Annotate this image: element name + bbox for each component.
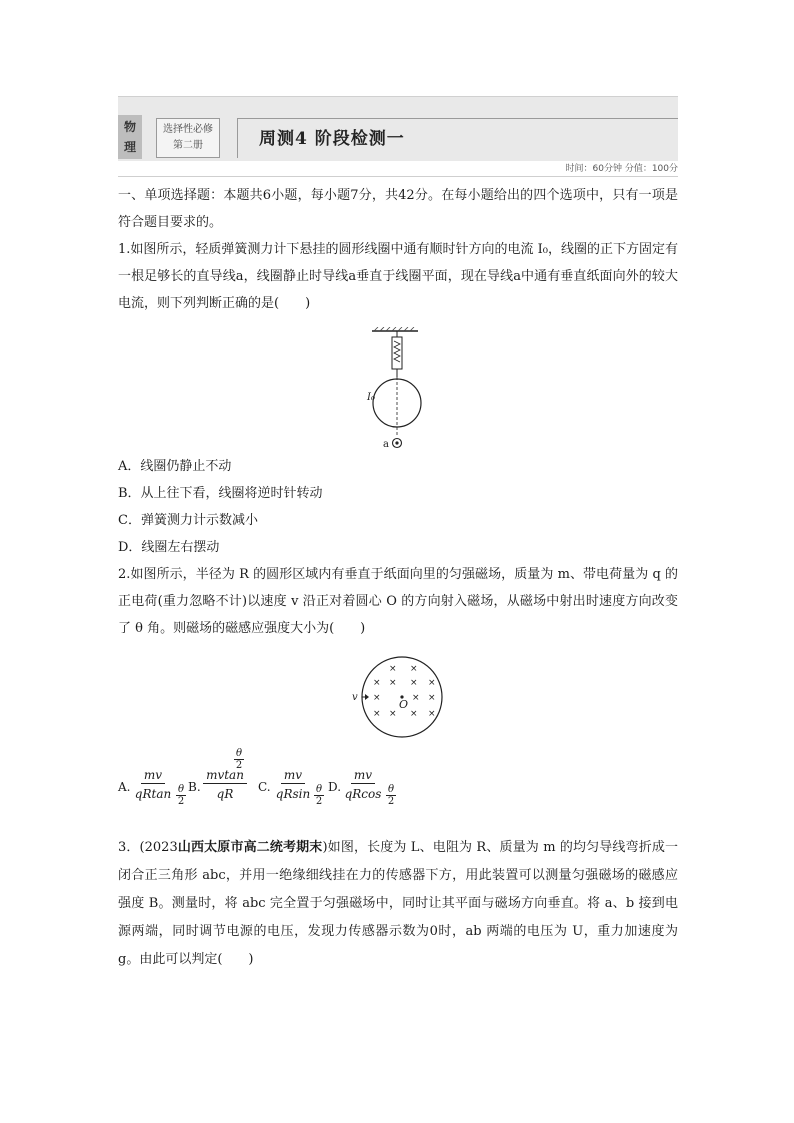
subject-badge xyxy=(118,115,142,159)
q3-stem-rest: )如图，长度为 L、电阻为 R、质量为 m 的均匀导线弯折成一闭合正三角形 abc，并用一绝缘细线挂在力的传感器下方，用此装置可以测量匀强磁场的磁感应强度 B。测量时，将 abc 完全置于匀强磁场中，同时让其平面与磁场方向垂直。将 a、b 接到电源两端，同时调节电源的电压，发现力传感器示数为0时，ab 两端的电压为 U，重力加速度为 g。由此可以判定( ) xyxy=(118,840,678,967)
book-line-1: 选择性必修 xyxy=(163,124,213,135)
q2-b-denominator: qR xyxy=(216,787,234,801)
q3-stem xyxy=(118,834,678,974)
q3-source: 山西太原市高二统考期末 xyxy=(177,840,323,855)
q3-block xyxy=(118,834,678,974)
page-title: 周测4 阶段检测一 xyxy=(259,129,405,149)
cross-mark: × xyxy=(428,693,436,703)
arrow-head-icon xyxy=(365,694,369,700)
center-label: O xyxy=(399,698,409,711)
q2-a-theta: θ xyxy=(177,784,185,795)
q2-d-denominator: qRcos xyxy=(344,787,382,801)
time-score-info: 时间：60分钟 分值：100分 xyxy=(118,161,678,177)
q2-options xyxy=(118,748,518,824)
wire-a-dot-icon xyxy=(395,441,398,444)
book-line-2: 第二册 xyxy=(173,140,203,151)
section-intro: 一、单项选择题：本题共6小题，每小题7分，共42分。在每小题给出的四个选项中，只有一项是符合题目要求的。 xyxy=(118,188,678,230)
q1-option-b: B．从上往下看，线圈将逆时针转动 xyxy=(118,486,323,501)
q2-a-two: 2 xyxy=(177,796,185,807)
q2-option-d-label: D. xyxy=(328,780,342,794)
q2-d-theta-frac xyxy=(386,784,396,807)
current-label: I₀ xyxy=(367,392,375,403)
velocity-label: v xyxy=(352,692,358,703)
subject-label: 物理 xyxy=(124,120,137,154)
q2-b-theta-frac xyxy=(234,748,244,771)
cross-mark: × xyxy=(373,693,381,703)
q2-c-theta: θ xyxy=(315,784,323,795)
cross-mark: × xyxy=(373,678,381,688)
q2-b-two: 2 xyxy=(235,760,243,771)
q2-c-two: 2 xyxy=(315,796,323,807)
q2-a-theta-frac xyxy=(176,784,186,807)
book-badge xyxy=(156,118,220,158)
q2-option-b-fraction xyxy=(200,768,250,801)
cross-mark: × xyxy=(389,678,397,688)
q2-stem: 2.如图所示，半径为 R 的圆形区域内有垂直于纸面向里的匀强磁场，质量为 m、带电荷量为 q 的正电荷(重力忽略不计)以速度 v 沿正对着圆心 O 的方向射入磁场，从磁场中射出时速度方向改变了 θ 角。则磁场的磁感应强度大小为( ) xyxy=(118,567,678,636)
q2-option-a-label: A. xyxy=(118,780,131,794)
q2-b-theta: θ xyxy=(235,748,243,759)
q2-d-theta: θ xyxy=(387,784,395,795)
q2-option-c-fraction xyxy=(270,768,316,801)
q2-d-two: 2 xyxy=(387,796,395,807)
cross-mark: × xyxy=(410,678,418,688)
q3-prefix: 3．(2023 xyxy=(118,840,178,855)
q2-a-denominator: qRtan xyxy=(134,787,172,801)
cross-mark: × xyxy=(428,709,436,719)
cross-mark: × xyxy=(389,709,397,719)
cross-mark: × xyxy=(373,709,381,719)
q2-a-numerator: mv xyxy=(141,768,165,784)
q2-field-figure xyxy=(352,654,444,740)
q2-option-b-label: B. xyxy=(188,780,201,794)
cross-mark: × xyxy=(428,678,436,688)
cross-mark: × xyxy=(412,693,420,703)
q2-b-numerator: mvtan xyxy=(203,768,247,784)
q2-c-numerator: mv xyxy=(281,768,305,784)
q1-stem: 1.如图所示，轻质弹簧测力计下悬挂的圆形线圈中通有顺时针方向的电流 I₀，线圈的正下方固定有一根足够长的直导线a，线圈静止时导线a垂直于线圈平面，现在导线a中通有垂直纸面向外的较大电流，则下列判断正确的是( ) xyxy=(118,242,678,311)
wire-a-label: a xyxy=(383,439,389,450)
cross-mark: × xyxy=(410,709,418,719)
q1-option-c: C．弹簧测力计示数减小 xyxy=(118,513,258,528)
q2-option-c-label: C. xyxy=(258,780,271,794)
q2-c-theta-frac xyxy=(314,784,324,807)
q2-c-denominator: qRsin xyxy=(275,787,311,801)
q2-option-a-fraction xyxy=(130,768,176,801)
q1-coil-figure xyxy=(360,327,430,451)
q1-option-d: D．线圈左右摆动 xyxy=(118,540,220,555)
q2-option-d-fraction xyxy=(340,768,386,801)
q2-d-numerator: mv xyxy=(351,768,375,784)
cross-mark: × xyxy=(389,664,397,674)
q1-option-a: A．线圈仍静止不动 xyxy=(118,459,232,474)
cross-mark: × xyxy=(410,664,418,674)
